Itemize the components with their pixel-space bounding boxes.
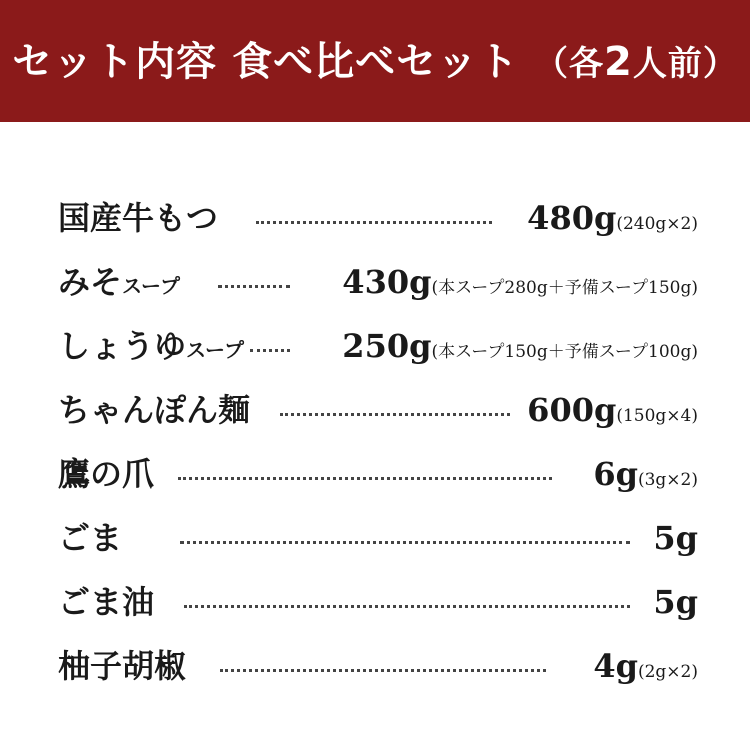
list-item <box>58 634 698 686</box>
item-amount-detail: (本スープ280g＋予備スープ150g) <box>431 278 698 298</box>
item-name-text: ちゃんぽん麺 <box>58 391 251 429</box>
item-name <box>58 519 123 557</box>
list-item <box>58 186 698 238</box>
item-name-text: ごま油 <box>58 583 155 621</box>
list-item <box>58 250 698 302</box>
item-name <box>58 455 155 493</box>
item-amount-main: 250g <box>342 327 432 365</box>
item-name-suffix: スープ <box>186 338 245 362</box>
leader-dots <box>280 413 510 416</box>
item-name <box>58 391 251 429</box>
item-amount-detail: (3g×2) <box>637 470 698 490</box>
item-name <box>58 199 219 237</box>
item-amount-detail: (2g×2) <box>637 662 698 682</box>
item-amount-main: 430g <box>342 263 432 301</box>
item-amount-detail: (240g×2) <box>616 214 698 234</box>
leader-dots <box>180 541 630 544</box>
leader-dots <box>218 285 290 288</box>
list-item <box>58 314 698 366</box>
header-title-paren-num: 2 <box>604 38 633 85</box>
leader-dots <box>250 349 290 352</box>
list-item <box>58 570 698 622</box>
item-amount <box>342 263 698 301</box>
item-amount <box>593 455 698 493</box>
item-name-text: しょうゆ <box>58 327 187 365</box>
leader-dots <box>178 477 552 480</box>
leader-dots <box>184 605 630 608</box>
list-item <box>58 442 698 494</box>
list-item <box>58 506 698 558</box>
header-title-paren-close: 人前） <box>632 43 738 84</box>
item-name-suffix: スープ <box>122 274 181 298</box>
leader-dots <box>256 221 492 224</box>
item-name <box>58 583 155 621</box>
item-amount-main: 5g <box>653 519 698 557</box>
item-amount <box>653 583 698 621</box>
item-amount-detail: (本スープ150g＋予備スープ100g) <box>431 342 698 362</box>
item-name-text: 柚子胡椒 <box>58 647 187 685</box>
item-amount-main: 5g <box>653 583 698 621</box>
item-name-text: ごま <box>58 519 123 557</box>
item-name <box>58 263 181 301</box>
item-amount-main: 480g <box>527 199 617 237</box>
item-amount <box>593 647 698 685</box>
item-amount-main: 6g <box>593 455 638 493</box>
item-amount <box>342 327 698 365</box>
item-name-text: 鷹の爪 <box>58 455 155 493</box>
list-item <box>58 378 698 430</box>
item-amount <box>527 391 698 429</box>
item-amount-main: 4g <box>593 647 638 685</box>
header-title-paren-open: （各 <box>534 43 605 84</box>
item-name-text: みそ <box>58 263 123 301</box>
item-amount-main: 600g <box>527 391 617 429</box>
header-title-main: セット内容 食べ比べセット <box>12 38 520 85</box>
item-amount <box>527 199 698 237</box>
item-name-text: 国産牛もつ <box>58 199 219 237</box>
item-amount-detail: (150g×4) <box>616 406 698 426</box>
item-amount <box>653 519 698 557</box>
item-name <box>58 327 245 365</box>
item-name <box>58 647 187 685</box>
leader-dots <box>220 669 546 672</box>
